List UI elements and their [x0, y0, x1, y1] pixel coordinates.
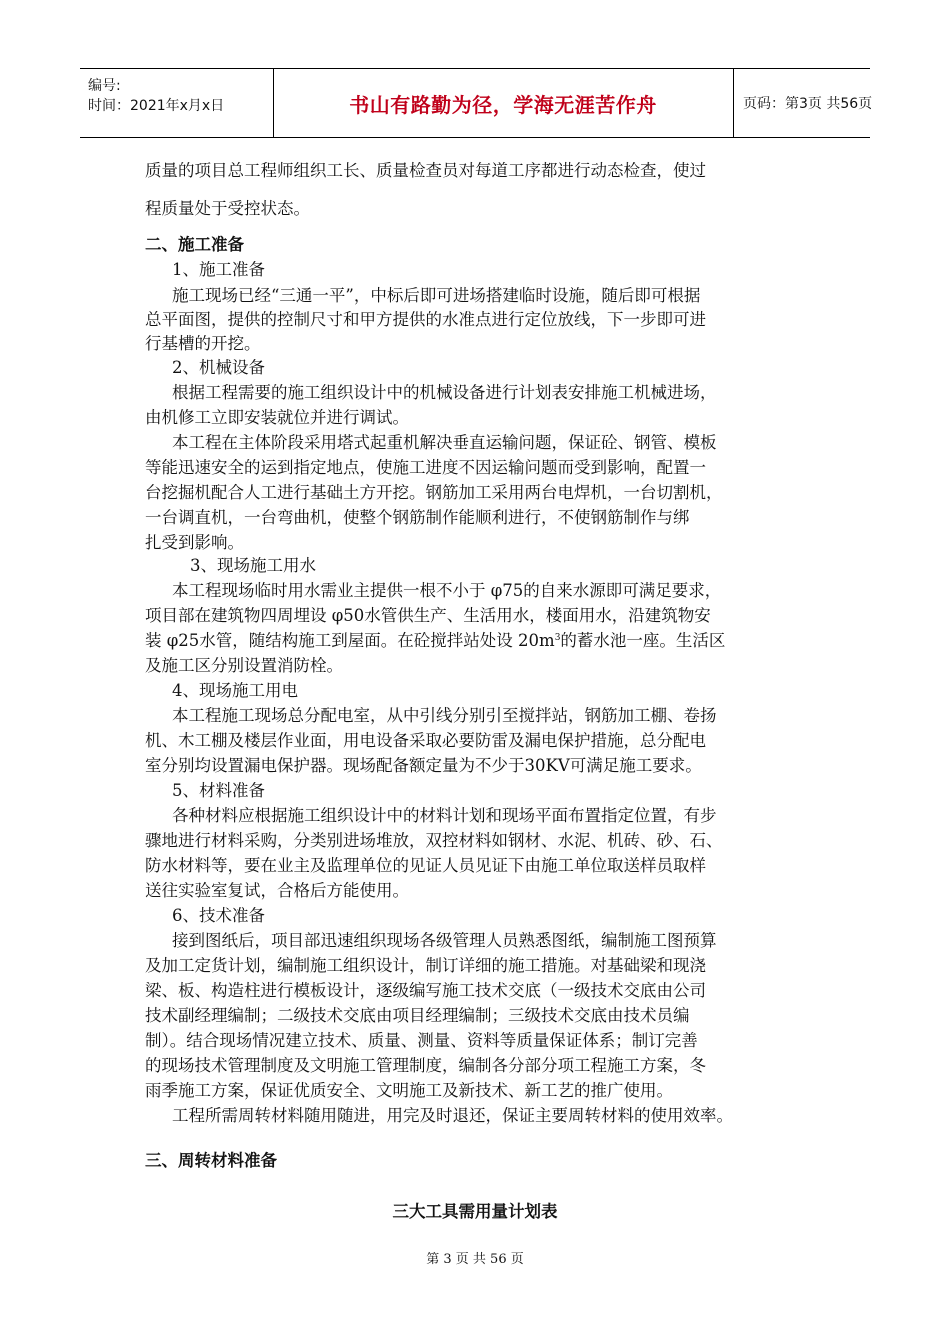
subsection-title-5: 5、材料准备 [172, 781, 265, 800]
page-footer: 第 3 页 共 56 页 [426, 1252, 524, 1267]
text-line: 技术副经理编制；二级技术交底由项目经理编制；三级技术交底由技术员编 [145, 1006, 690, 1025]
text-run: 装 φ25水管，随结构施工到屋面。在砼搅拌站处设 20m [145, 631, 555, 650]
text-line: 梁、板、构造柱进行模板设计，逐级编写施工技术交底（一级技术交底由公司 [145, 981, 706, 1000]
text-line: 送往实验室复试，合格后方能使用。 [145, 881, 409, 900]
section-heading-2: 二、施工准备 [145, 235, 244, 254]
text-line: 台挖掘机配合人工进行基础土方开挖。钢筋加工采用两台电焊机，一台切割机， [145, 483, 723, 502]
text-line: 质量的项目总工程师组织工长、质量检查员对每道工序都进行动态检查，使过 [145, 161, 706, 180]
text-line: 骤地进行材料采购，分类别进场堆放，双控材料如钢材、水泥、机砖、砂、石、 [145, 831, 723, 850]
text-line: 机、木工棚及楼层作业面，用电设备采取必要防雷及漏电保护措施，总分配电 [145, 731, 706, 750]
text-line: 程质量处于受控状态。 [145, 199, 310, 218]
header-meta-cell [80, 69, 274, 137]
subsection-title-4: 4、现场施工用电 [172, 681, 298, 700]
superscript: 3 [554, 633, 561, 643]
table-title: 三大工具需用量计划表 [392, 1202, 558, 1221]
header-page-info: 页码：第3页 共56页 [743, 96, 873, 112]
text-line: 制）。结合现场情况建立技术、质量、测量、资料等质量保证体系；制订完善 [145, 1031, 698, 1050]
text-line: 及施工区分别设置消防栓。 [145, 656, 343, 675]
header-number-label: 编号: [88, 78, 121, 94]
text-line: 本工程现场临时用水需业主提供一根不小于 φ75的自来水源即可满足要求， [172, 581, 722, 600]
section-heading-3: 三、周转材料准备 [145, 1151, 277, 1170]
text-line: 雨季施工方案，保证优质安全、文明施工及新技术、新工艺的推广使用。 [145, 1081, 673, 1100]
subsection-title-6: 6、技术准备 [172, 906, 265, 925]
text-line-with-superscript [145, 633, 725, 650]
page-header [80, 68, 873, 138]
text-line: 由机修工立即安装就位并进行调试。 [145, 408, 409, 427]
text-line: 根据工程需要的施工组织设计中的机械设备进行计划表安排施工机械进场， [172, 383, 717, 402]
text-line: 接到图纸后，项目部迅速组织现场各级管理人员熟悉图纸，编制施工图预算 [172, 931, 717, 950]
text-line: 室分别均设置漏电保护器。现场配备额定量为不少于30KV可满足施工要求。 [145, 756, 702, 775]
text-line: 防水材料等，要在业主及监理单位的见证人员见证下由施工单位取送样员取样 [145, 856, 706, 875]
text-line: 工程所需周转材料随用随进，用完及时退还，保证主要周转材料的使用效率。 [172, 1106, 733, 1125]
subsection-title-2: 2、机械设备 [172, 358, 265, 377]
text-line: 本工程在主体阶段采用塔式起重机解决垂直运输问题，保证砼、钢管、模板 [172, 433, 717, 452]
header-time-label: 时间：2021年x月x日 [88, 98, 225, 114]
text-line: 等能迅速安全的运到指定地点，使施工进度不因运输问题而受到影响，配置一 [145, 458, 706, 477]
text-line: 行基槽的开挖。 [145, 334, 261, 353]
subsection-title-1: 1、施工准备 [172, 260, 265, 279]
text-line: 各种材料应根据施工组织设计中的材料计划和现场平面布置指定位置，有步 [172, 806, 717, 825]
text-line: 施工现场已经“三通一平”，中标后即可进场搭建临时设施，随后即可根据 [172, 286, 701, 305]
text-line: 及加工定货计划，编制施工组织设计，制订详细的施工措施。对基础梁和现浇 [145, 956, 706, 975]
text-line: 扎受到影响。 [145, 533, 244, 552]
subsection-title-3: 3、现场施工用水 [190, 556, 316, 575]
text-line: 一台调直机，一台弯曲机，使整个钢筋制作能顺利进行，不使钢筋制作与绑 [145, 508, 690, 527]
text-line: 的现场技术管理制度及文明施工管理制度，编制各分部分项工程施工方案，冬 [145, 1056, 706, 1075]
text-run: 的蓄水池一座。生活区 [560, 631, 726, 650]
text-line: 总平面图，提供的控制尺寸和甲方提供的水准点进行定位放线，下一步即可进 [145, 310, 706, 329]
header-motto: 书山有路勤为径，学海无涯苦作舟 [273, 69, 734, 137]
text-line: 本工程施工现场总分配电室，从中引线分别引至搅拌站，钢筋加工棚、卷扬 [172, 706, 717, 725]
text-line: 项目部在建筑物四周埋设 φ50水管供生产、生活用水，楼面用水，沿建筑物安 [145, 606, 711, 625]
